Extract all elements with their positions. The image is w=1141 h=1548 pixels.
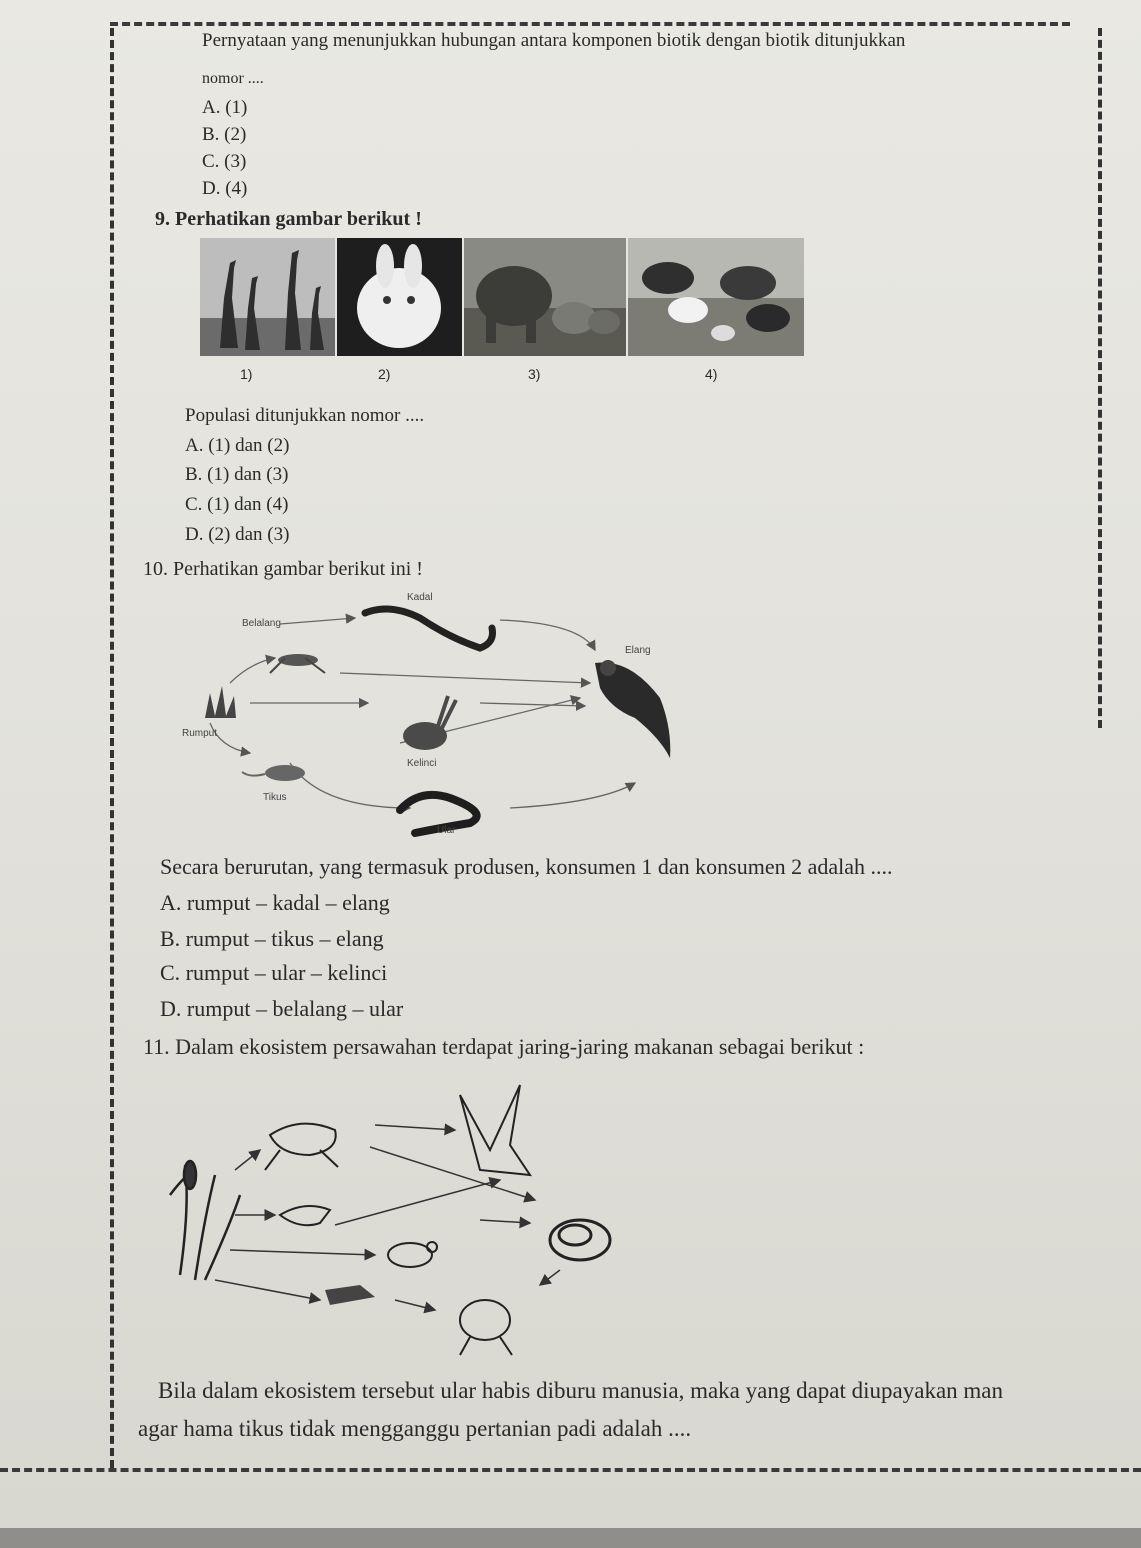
elang-icon [595,660,670,758]
label-rumput: Rumput [182,728,218,739]
dashed-border-bottom [0,1468,1141,1472]
elang-icon [460,1085,530,1175]
photo-rabbit [337,238,462,356]
photo-caption-2: 2) [378,366,391,382]
photo-caption-3: 3) [528,366,541,382]
dashed-border-left [110,28,114,1468]
label-tikus: Tikus [263,792,287,803]
q9-option-b: B. (1) dan (3) [185,464,289,485]
tikus-icon [388,1242,437,1267]
label-ular: Ular [437,825,456,836]
tikus-icon [242,765,305,781]
food-web-diagram-2 [160,1075,640,1365]
q8-option-d: D. (4) [202,178,248,199]
q11-question-line2: agar hama tikus tidak mengganggu pertanian padi adalah .... [138,1416,692,1441]
q9-question: Populasi ditunjukkan nomor .... [185,405,425,426]
desk-background [0,1528,1141,1548]
katak-icon [460,1300,512,1355]
q11-question-line1: Bila dalam ekosistem tersebut ular habis diburu manusia, maka yang dapat diupayakan man [158,1378,1004,1403]
label-kadal: Kadal [407,592,433,603]
photo-farm-animals [628,238,804,356]
q10-option-a: A. rumput – kadal – elang [160,890,390,915]
label-kelinci: Kelinci [407,758,437,769]
q8-option-b: B. (2) [202,124,247,145]
dashed-border-right [1098,28,1102,728]
photo-caption-1: 1) [240,366,253,382]
belalang-icon [265,1124,338,1170]
dashed-border-top [110,22,1070,26]
q10-option-d: D. rumput – belalang – ular [160,996,404,1021]
q10-option-c: C. rumput – ular – kelinci [160,960,388,985]
q11-stem: 11. Dalam ekosistem persawahan terdapat jaring-jaring makanan sebagai berikut : [143,1034,865,1059]
q10-stem: 10. Perhatikan gambar berikut ini ! [143,558,423,580]
q10-question: Secara berurutan, yang termasuk produsen, konsumen 1 dan konsumen 2 adalah .... [160,854,893,879]
kelinci-icon [403,696,456,750]
ular-icon [550,1220,610,1260]
wereng-icon [325,1285,375,1305]
photo-caption-4: 4) [705,366,718,382]
photo-elephants [464,238,626,356]
q9-option-a: A. (1) dan (2) [185,435,290,456]
padi-icon [170,1161,240,1280]
q8-stem-line2: nomor .... [202,70,264,87]
photo-giraffes [200,238,335,356]
q8-stem-line1: Pernyataan yang menunjukkan hubungan antara komponen biotik dengan biotik ditunjukkan [202,30,906,51]
q9-stem: 9. Perhatikan gambar berikut ! [155,208,422,230]
belalang-icon [270,654,325,673]
q9-option-c: C. (1) dan (4) [185,494,289,515]
kadal-icon [365,609,493,648]
q9-option-d: D. (2) dan (3) [185,524,290,545]
label-belalang: Belalang [242,618,281,629]
q8-option-c: C. (3) [202,151,247,172]
q10-option-b: B. rumput – tikus – elang [160,926,384,951]
label-elang: Elang [625,645,651,656]
q8-option-a: A. (1) [202,97,248,118]
burung-icon [280,1206,330,1225]
rumput-icon [205,686,236,718]
